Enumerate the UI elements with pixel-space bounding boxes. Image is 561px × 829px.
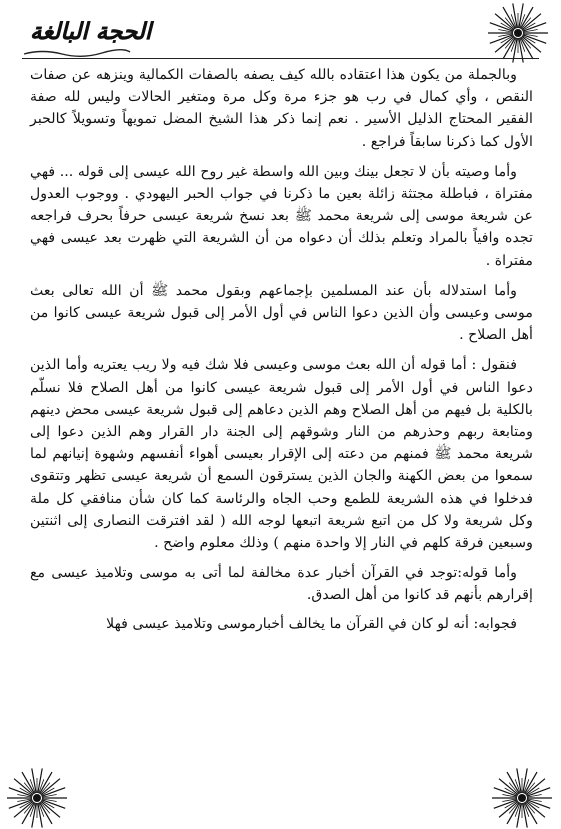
starburst-ornament-icon bbox=[487, 2, 549, 64]
page-body bbox=[30, 64, 533, 773]
page-header bbox=[0, 0, 561, 62]
starburst-center bbox=[33, 794, 41, 802]
starburst-ornament-icon bbox=[6, 767, 68, 829]
paragraph: فجوابه: أنه لو كان في القرآن ما يخالف أخبارموسى وتلاميذ عيسى فهلا bbox=[106, 615, 517, 632]
paragraph: فنقول : أما قوله أن الله بعث موسى وعيسى فلا شك فيه ولا ريب يعتريه وأما الذين دعوا الناس في أول الأمر إلى قبول شريعة عيسى كانوا من أهل الصلاح فلا نسلّم بالكلية بل فيهم من أهل الصلاح وهم الذين دعاهم إلى قبول شريعة عيسى محض دينهم ومتابعة ربهم وحذرهم من النار وشوقهم إلى الجنة دار القرار وهم الذين دعوا إلى شريعة محمد ﷺ فمنهم من دعته إلى الإقرار بعيسى أهواء أنفسهم وشهوة إنيانهم لما سمعوا من بعض الكهنة والجان الذين يسترقون السمع أن شريعة عيسى تظهر وتتقوى فدخلوا في هذه الشريعة للطمع وحب الجاه والرئاسة كما كان شأن منافقي كل ملة وكل شريعة ولا كل من اتبع شريعة اتبعها لوجه الله ( لقد افترقت النصارى إلى اثنتين وسبعين فرقة كلهم في النار إلا واحدة منهم ) وذلك معلوم واضح . bbox=[30, 357, 533, 552]
paragraph: وأما قوله:توجد في القرآن أخبار عدة مخالفة لما أتى به موسى وتلاميذ عيسى مع إقرارهم بأنهم قد كانوا من أهل الصدق. bbox=[30, 565, 533, 604]
starburst-center bbox=[514, 29, 522, 37]
starburst-ornament-icon bbox=[491, 767, 553, 829]
header-rule bbox=[22, 58, 539, 59]
logo-flourish-icon bbox=[22, 48, 132, 58]
starburst-center bbox=[518, 794, 526, 802]
paragraph: وأما وصيته بأن لا تجعل بينك وبين الله واسطة غير روح الله عيسى إلى قوله ... فهي مفتراة ، فباطلة مجتثة زائلة بعين ما ذكرنا في جواب الحبر اليهودي . ووجوب العدول عن شريعة موسى إلى شريعة محمد ﷺ بعد نسخ شريعة عيسى حرفاً بحرف فراجعه تجده وافياً بالمراد وتعلم بذلك أن دعواه من أن الشريعة التي ظهرت بعد عيسى فهي مفتراة . bbox=[30, 163, 533, 269]
page-footer-ornaments bbox=[0, 773, 561, 825]
paragraph: وأما استدلاله بأن عند المسلمين بإجماعهم وبقول محمد ﷺ أن الله تعالى بعث موسى وعيسى وأن الذين دعوا الناس في أول الأمر إلى قبول شريعة عيسى كانوا من أهل الصلاح . bbox=[30, 282, 533, 344]
paragraph: وبالجملة من يكون هذا اعتقاده بالله كيف يصفه بالصفات الكمالية وينزهه عن صفات النقص ، وأي كمال في رب هو جزء مرة وكل مرة ومتغير الحالات وليس لله صفة الفقير المحتاج الذليل الأسير . نعم إنما ذكر هذا الشيخ المضل تمويهاً وتسويلاً كالحبر الأول كما ذكرنا سابقاً فراجع . bbox=[30, 67, 533, 150]
book-title-logo: الحجة البالغة bbox=[30, 18, 152, 45]
